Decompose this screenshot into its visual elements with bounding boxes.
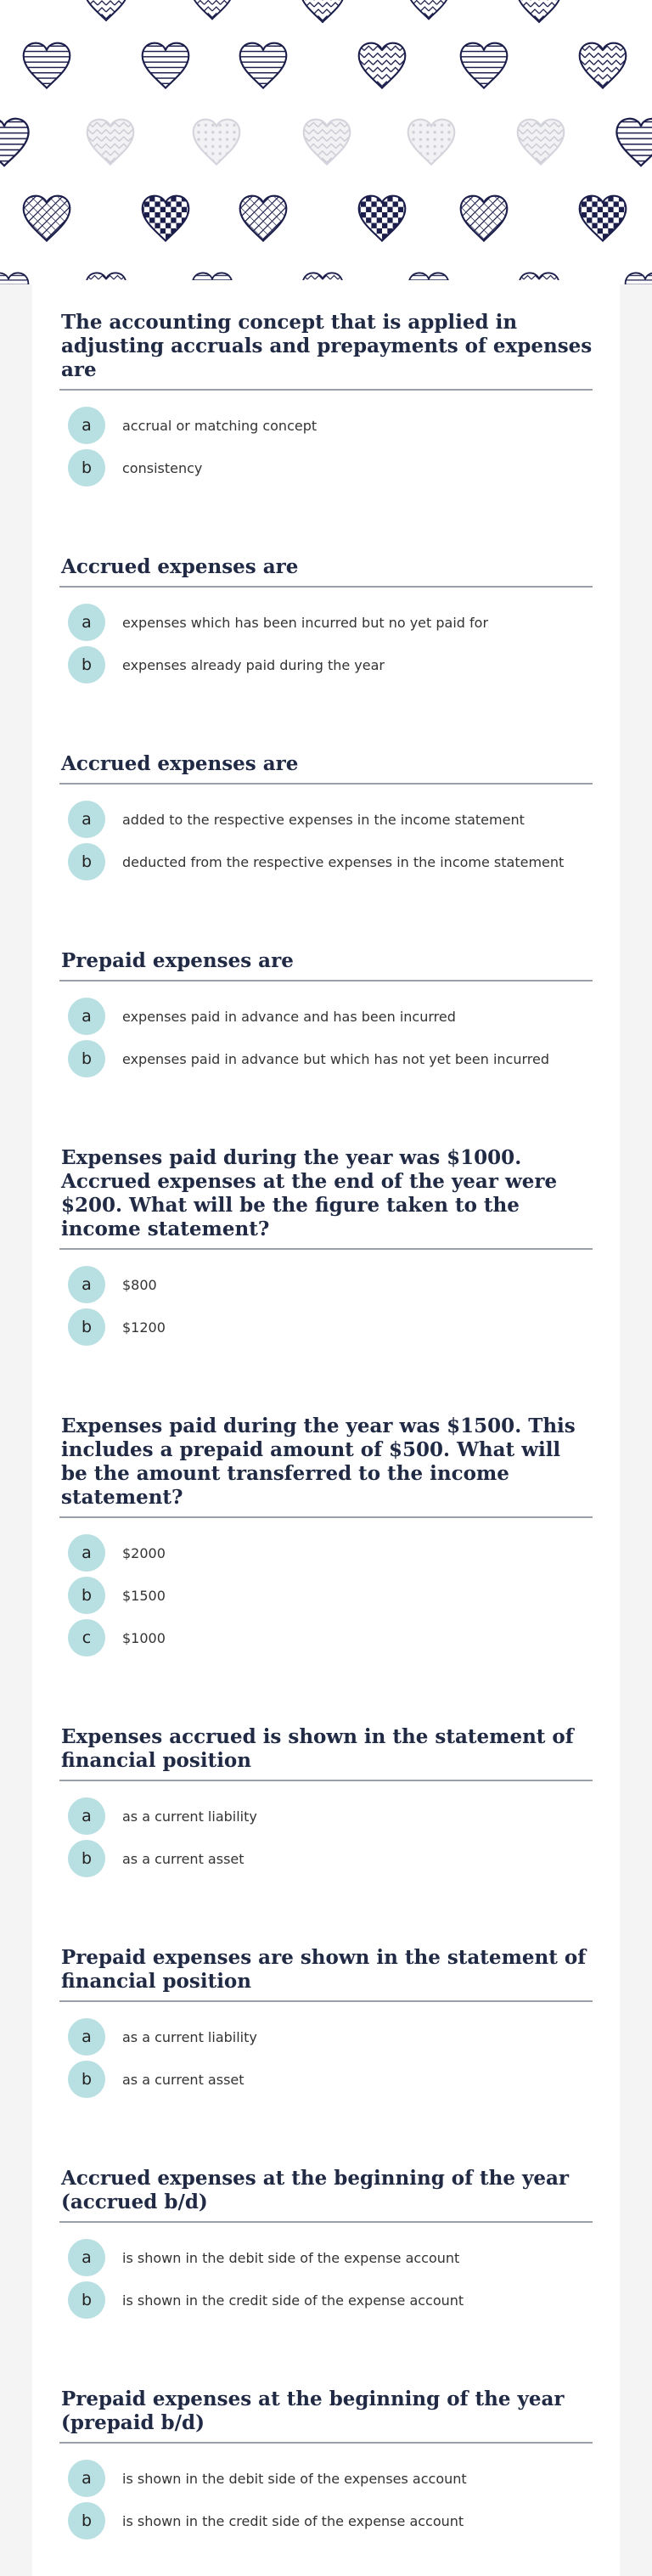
question-title: The accounting concept that is applied in adjusting accruals and prepayments of expenses are	[59, 304, 593, 391]
quiz-card	[32, 280, 620, 2576]
answer-option[interactable]	[68, 1038, 593, 1080]
option-text: consistency	[122, 459, 203, 476]
answer-option[interactable]	[68, 1617, 593, 1659]
option-letter-badge: b	[68, 1308, 105, 1346]
answer-options	[59, 981, 593, 1080]
question-8	[59, 1939, 593, 2101]
heart-icon	[301, 0, 345, 22]
option-text: as a current liability	[122, 2028, 257, 2045]
answer-option[interactable]	[68, 1837, 593, 1880]
heart-icon	[24, 196, 70, 241]
answer-options	[59, 1518, 593, 1659]
option-letter-badge: b	[68, 843, 105, 880]
heart-icon	[408, 120, 455, 165]
answer-options	[59, 785, 593, 883]
option-letter-badge: a	[68, 2239, 105, 2276]
option-text: $1000	[122, 1629, 166, 1646]
option-text: accrual or matching concept	[122, 417, 318, 434]
answer-options	[59, 588, 593, 686]
option-letter-badge: a	[68, 604, 105, 641]
answer-options	[59, 2444, 593, 2542]
answer-options	[59, 2223, 593, 2321]
answer-option[interactable]	[68, 1795, 593, 1837]
answer-option[interactable]	[68, 1574, 593, 1617]
heart-icon	[359, 43, 406, 88]
option-text: $1200	[122, 1319, 166, 1336]
option-letter-badge: a	[68, 801, 105, 838]
header-banner	[0, 0, 652, 284]
question-5	[59, 1139, 593, 1348]
option-letter-badge: b	[68, 2281, 105, 2319]
heart-icon	[87, 120, 134, 165]
question-3	[59, 745, 593, 883]
option-letter-badge: b	[68, 2502, 105, 2539]
answer-option[interactable]	[68, 2236, 593, 2279]
option-letter-badge: a	[68, 2460, 105, 2497]
answer-option[interactable]	[68, 1532, 593, 1574]
heart-icon	[580, 196, 627, 241]
option-text: is shown in the debit side of the expenses account	[122, 2470, 467, 2487]
answer-option[interactable]	[68, 1306, 593, 1348]
heart-icon	[0, 273, 28, 284]
answer-option[interactable]	[68, 644, 593, 686]
option-letter-badge: a	[68, 1266, 105, 1303]
heart-icon	[304, 120, 351, 165]
option-letter-badge: c	[68, 1619, 105, 1656]
heart-icon	[191, 0, 233, 19]
answer-options	[59, 1781, 593, 1880]
option-text: is shown in the credit side of the expense account	[122, 2292, 464, 2309]
option-text: as a current asset	[122, 1850, 244, 1867]
option-letter-badge: a	[68, 2018, 105, 2056]
option-text: as a current liability	[122, 1808, 257, 1825]
answer-option[interactable]	[68, 798, 593, 841]
option-text: is shown in the debit side of the expense account	[122, 2249, 460, 2266]
answer-option[interactable]	[68, 2279, 593, 2321]
answer-option[interactable]	[68, 404, 593, 447]
option-text: expenses paid in advance and has been incurred	[122, 1008, 456, 1025]
option-text: $800	[122, 1276, 157, 1293]
option-letter-badge: b	[68, 449, 105, 487]
answer-options	[59, 1250, 593, 1348]
answer-option[interactable]	[68, 2058, 593, 2101]
question-9	[59, 2160, 593, 2321]
answer-option[interactable]	[68, 2016, 593, 2058]
heart-icon	[408, 0, 449, 19]
question-title: Prepaid expenses at the beginning of the year (prepaid b/d)	[59, 2381, 593, 2444]
option-text: expenses paid in advance but which has not yet been incurred	[122, 1050, 549, 1067]
heart-icon	[517, 0, 561, 22]
question-title: Expenses accrued is shown in the statement of financial position	[59, 1718, 593, 1781]
answer-options	[59, 391, 593, 489]
option-letter-badge: b	[68, 2061, 105, 2098]
option-letter-badge: b	[68, 646, 105, 683]
question-list	[59, 304, 593, 2542]
heart-icon	[24, 43, 70, 88]
question-4	[59, 942, 593, 1080]
heart-icon	[143, 196, 189, 241]
question-2	[59, 548, 593, 686]
answer-option[interactable]	[68, 601, 593, 644]
answer-option[interactable]	[68, 2500, 593, 2542]
answer-option[interactable]	[68, 841, 593, 883]
question-1	[59, 304, 593, 489]
question-title: Expenses paid during the year was $1500. This includes a prepaid amount of $500. What will be the amount transferred to the income statement?	[59, 1408, 593, 1518]
heart-icon	[194, 120, 240, 165]
heart-icon	[461, 43, 508, 88]
option-letter-badge: a	[68, 998, 105, 1035]
question-title: Accrued expenses at the beginning of the year (accrued b/d)	[59, 2160, 593, 2223]
option-letter-badge: b	[68, 1040, 105, 1077]
option-text: is shown in the credit side of the expense account	[122, 2512, 464, 2529]
option-letter-badge: a	[68, 1534, 105, 1572]
option-letter-badge: b	[68, 1577, 105, 1614]
question-6	[59, 1408, 593, 1659]
question-title: Accrued expenses are	[59, 548, 593, 588]
question-title: Prepaid expenses are shown in the statement of financial position	[59, 1939, 593, 2002]
question-title: Accrued expenses are	[59, 745, 593, 785]
heart-icon	[518, 120, 565, 165]
option-text: $2000	[122, 1544, 166, 1561]
heart-icon	[626, 273, 652, 284]
hearts-pattern-icon	[0, 0, 652, 284]
heart-icon	[240, 196, 287, 241]
answer-option[interactable]	[68, 995, 593, 1038]
heart-icon	[0, 119, 29, 166]
question-title: Expenses paid during the year was $1000. Accrued expenses at the end of the year were $200. What will be the figure taken to the income statement?	[59, 1139, 593, 1250]
option-text: deducted from the respective expenses in the income statement	[122, 853, 565, 870]
option-text: as a current asset	[122, 2071, 244, 2088]
option-text: expenses already paid during the year	[122, 656, 385, 673]
question-title: Prepaid expenses are	[59, 942, 593, 981]
heart-icon	[359, 196, 406, 241]
heart-icon	[461, 196, 508, 241]
option-text: added to the respective expenses in the income statement	[122, 811, 525, 828]
option-text: expenses which has been incurred but no yet paid for	[122, 614, 489, 631]
question-10	[59, 2381, 593, 2542]
question-7	[59, 1718, 593, 1880]
option-text: $1500	[122, 1587, 166, 1604]
heart-icon	[616, 119, 652, 166]
heart-icon	[240, 43, 287, 88]
answer-option[interactable]	[68, 447, 593, 489]
answer-option[interactable]	[68, 1263, 593, 1306]
option-letter-badge: a	[68, 1797, 105, 1835]
option-letter-badge: a	[68, 407, 105, 444]
heart-icon	[580, 43, 627, 88]
answer-options	[59, 2002, 593, 2101]
answer-option[interactable]	[68, 2457, 593, 2500]
option-letter-badge: b	[68, 1840, 105, 1877]
heart-icon	[143, 43, 189, 88]
heart-icon	[84, 0, 128, 20]
